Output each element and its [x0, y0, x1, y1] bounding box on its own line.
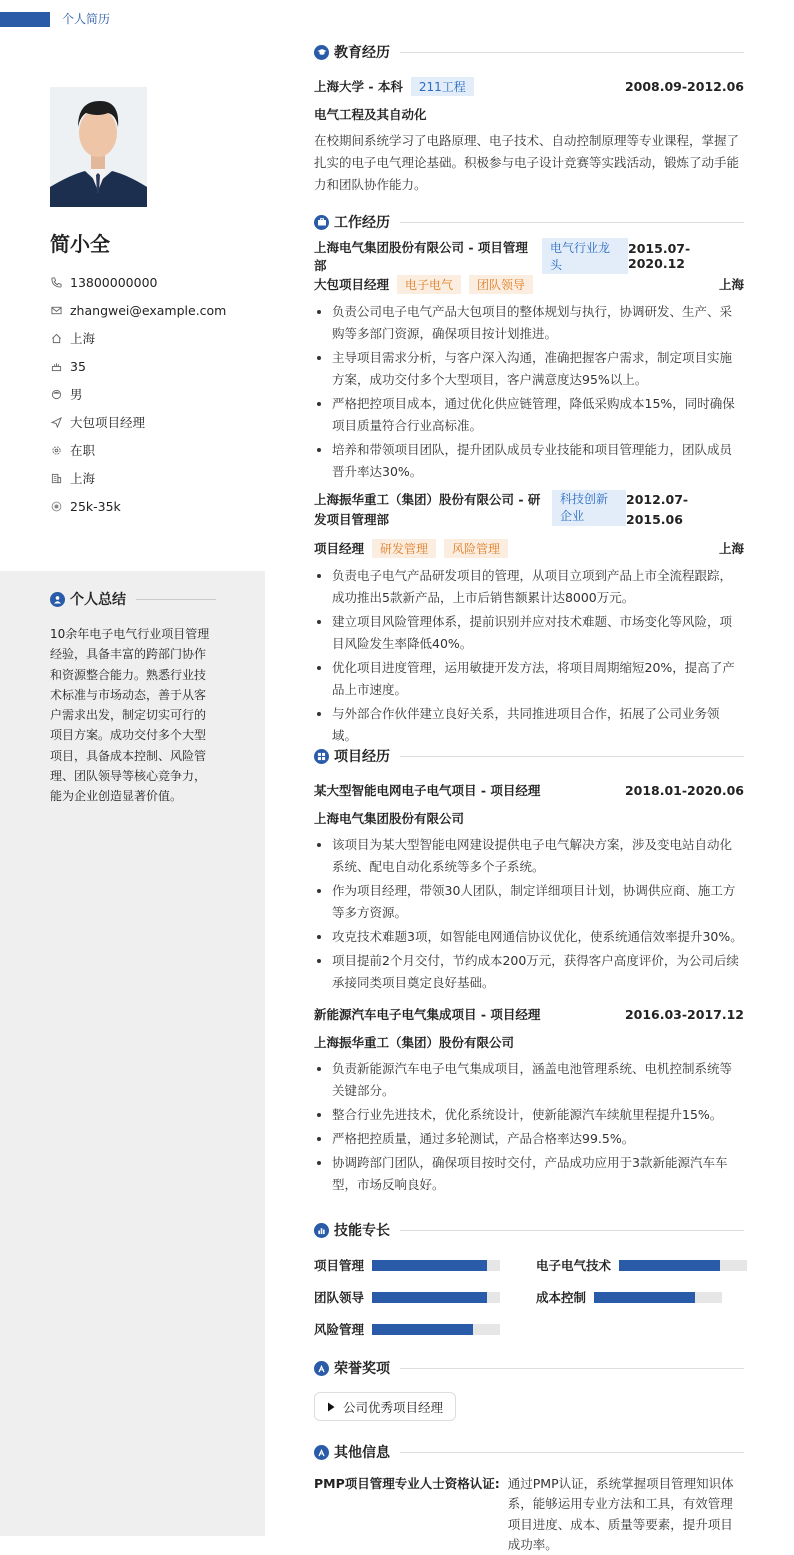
info-text: 上海: [70, 471, 96, 486]
avatar: [50, 87, 147, 207]
info-text: 25k-35k: [70, 498, 121, 514]
project-company: 上海振华重工（集团）股份有限公司: [314, 1035, 515, 1050]
project-header: [314, 780, 744, 800]
info-text: 35: [70, 358, 86, 374]
divider: [400, 52, 744, 53]
skill-item: [536, 1256, 747, 1274]
list-item: 培养和带领项目团队，提升团队成员专业技能和项目管理能力，团队成员晋升率达30%。: [314, 439, 744, 483]
info-age: [50, 352, 226, 380]
major-row: [314, 104, 744, 124]
list-item: 与外部合作伙伴建立良好关系，共同推进项目合作，拓展了公司业务领域。: [314, 703, 744, 747]
company-name: 上海电气集团股份有限公司 - 项目管理部: [314, 240, 528, 273]
skill-name: 成本控制: [536, 1290, 587, 1305]
skill-bar-fill: [594, 1292, 695, 1303]
job-header: [314, 490, 744, 530]
gender-icon: [50, 388, 62, 400]
project-date: 2018.01-2020.06: [624, 782, 744, 798]
skills-heading: [314, 1220, 744, 1240]
list-item: 建立项目风险管理体系，提前识别并应对技术难题、市场变化等风险，项目风险发生率降低40%。: [314, 611, 744, 655]
info-text: 上海: [70, 331, 96, 346]
home-icon: [50, 332, 62, 344]
skill-name: 团队领导: [314, 1290, 365, 1305]
section-title: 工作经历: [334, 215, 390, 231]
role-tag: 研发管理: [372, 539, 436, 558]
major: 电气工程及其自动化: [314, 107, 427, 122]
school-name: 上海大学 - 本科: [314, 79, 403, 94]
job-date: 2015.07-2020.12: [628, 241, 691, 271]
section-title: 荣誉奖项: [334, 1361, 390, 1377]
section-title: 教育经历: [334, 45, 390, 61]
job-city: 上海: [718, 541, 744, 556]
other-info-row: [314, 1474, 744, 1555]
info-icon: [314, 1445, 329, 1460]
list-item: 协调跨部门团队，确保项目按时交付，产品成功应用于3款新能源汽车车型，市场反响良好。: [314, 1152, 744, 1196]
info-text: 在职: [70, 443, 96, 458]
salary-icon: [50, 500, 62, 512]
project-company-row: [314, 808, 744, 828]
divider: [400, 222, 744, 223]
project-details: [314, 834, 744, 996]
school-tag: 211工程: [411, 77, 474, 96]
header-label: 个人简历: [62, 12, 111, 26]
job-role: 项目经理: [314, 541, 365, 556]
skill-bar-fill: [372, 1260, 487, 1271]
skill-bar: [372, 1292, 500, 1303]
info-home: [50, 324, 226, 352]
section-title: 个人总结: [70, 592, 126, 608]
header-accent-bar: [0, 12, 50, 27]
skill-item: [314, 1288, 500, 1306]
contact-info: [50, 268, 226, 520]
education-desc: 在校期间系统学习了电路原理、电子技术、自动控制原理等专业课程，掌握了扎实的电子电气理论基础。积极参与电子设计竞赛等实践活动，锻炼了动手能力和团队协作能力。: [314, 133, 740, 192]
section-title: 其他信息: [334, 1445, 390, 1461]
project-details: [314, 1058, 744, 1198]
projects-heading: [314, 746, 744, 766]
info-text: 大包项目经理: [70, 415, 146, 430]
skill-bar-fill: [372, 1292, 487, 1303]
project-company: 上海电气集团股份有限公司: [314, 811, 465, 826]
summary-heading: [50, 589, 216, 609]
divider: [400, 1452, 744, 1453]
info-text: 男: [70, 387, 83, 402]
job-role-row: [314, 274, 744, 294]
skill-bar: [619, 1260, 747, 1271]
company-tag: 电气行业龙头: [542, 238, 628, 274]
skill-bar: [594, 1292, 722, 1303]
project-name: 某大型智能电网电子电气项目 - 项目经理: [314, 783, 541, 798]
status-icon: [50, 444, 62, 456]
job-role: 大包项目经理: [314, 277, 390, 292]
list-item: 负责公司电子电气产品大包项目的整体规划与执行，协调研发、生产、采购等多部门资源，确保项目按计划推进。: [314, 301, 744, 345]
job-city: 上海: [718, 277, 744, 292]
divider: [136, 599, 216, 600]
list-item: 整合行业先进技术，优化系统设计，使新能源汽车续航里程提升15%。: [314, 1104, 744, 1126]
skill-name: 风险管理: [314, 1322, 365, 1337]
skill-bar-fill: [372, 1324, 473, 1335]
education-date: 2008.09-2012.06: [624, 78, 744, 94]
briefcase-icon: [314, 215, 329, 230]
skill-bar-fill: [619, 1260, 720, 1271]
skill-name: 项目管理: [314, 1258, 365, 1273]
send-icon: [50, 416, 62, 428]
skill-item: [314, 1256, 500, 1274]
award-item[interactable]: [314, 1392, 456, 1421]
award-icon: [314, 1361, 329, 1376]
list-item: 主导项目需求分析，与客户深入沟通，准确把握客户需求，制定项目实施方案，成功交付多个大型项目，客户满意度达95%以上。: [314, 347, 744, 391]
project-date: 2016.03-2017.12: [624, 1006, 744, 1022]
job-duties: [314, 301, 744, 485]
skill-item: [314, 1320, 500, 1338]
project-name: 新能源汽车电子电气集成项目 - 项目经理: [314, 1007, 541, 1022]
divider: [400, 1368, 744, 1369]
list-item: 严格把控质量，通过多轮测试，产品合格率达99.5%。: [314, 1128, 744, 1150]
user-icon: [50, 592, 65, 607]
education-heading: [314, 42, 744, 62]
list-item: 优化项目进度管理，运用敏捷开发方法，将项目周期缩短20%，提高了产品上市速度。: [314, 657, 744, 701]
company-name: 上海振华重工（集团）股份有限公司 - 研发项目管理部: [314, 492, 541, 527]
list-item: 作为项目经理，带领30人团队，制定详细项目计划，协调供应商、施工方等多方资源。: [314, 880, 744, 924]
skill-bar: [372, 1324, 500, 1335]
other-text: 通过PMP认证，系统掌握项目管理知识体系，能够运用专业方法和工具，有效管理项目进度、成本、质量等要素，提升项目成功率。: [507, 1476, 734, 1552]
job-duties: [314, 565, 744, 749]
candidate-name: 简小全: [50, 232, 110, 256]
section-title: 技能专长: [334, 1223, 390, 1239]
building-icon: [50, 472, 62, 484]
award-name: 公司优秀项目经理: [343, 1399, 444, 1415]
grid-icon: [314, 749, 329, 764]
info-salary: [50, 492, 226, 520]
project-header: [314, 1004, 744, 1024]
info-phone: [50, 268, 226, 296]
info-status: [50, 436, 226, 464]
bar-chart-icon: [314, 1223, 329, 1238]
phone-icon: [50, 276, 62, 288]
company-tag: 科技创新企业: [552, 490, 626, 526]
skill-name: 电子电气技术: [536, 1258, 612, 1273]
info-text: 13800000000: [70, 274, 158, 290]
work-heading: [314, 212, 744, 232]
role-tag: 风险管理: [444, 539, 508, 558]
caret-right-icon: [327, 1402, 335, 1412]
mail-icon: [50, 304, 62, 316]
list-item: 负责新能源汽车电子电气集成项目，涵盖电池管理系统、电机控制系统等关键部分。: [314, 1058, 744, 1102]
awards-heading: [314, 1358, 744, 1378]
section-title: 项目经历: [334, 749, 390, 765]
info-gender: [50, 380, 226, 408]
age-icon: [50, 360, 62, 372]
list-item: 项目提前2个月交付，节约成本200万元，获得客户高度评价，为公司后续承接同类项目奠定良好基础。: [314, 950, 744, 994]
list-item: 严格把控项目成本，通过优化供应链管理，降低采购成本15%，同时确保项目质量符合行业高标准。: [314, 393, 744, 437]
list-item: 该项目为某大型智能电网建设提供电子电气解决方案，涉及变电站自动化系统、配电自动化系统等多个子系统。: [314, 834, 744, 878]
job-role-row: [314, 538, 744, 558]
role-tag: 团队领导: [469, 275, 533, 294]
info-text: zhangwei@example.com: [70, 302, 227, 318]
job-date: 2012.07-2015.06: [626, 492, 689, 527]
job-header: [314, 240, 744, 273]
info-email: [50, 296, 226, 324]
divider: [400, 756, 744, 757]
other-label: PMP项目管理专业人士资格认证:: [314, 1476, 500, 1491]
other-heading: [314, 1442, 744, 1462]
divider: [400, 1230, 744, 1231]
info-target-role: [50, 408, 226, 436]
education-header: [314, 76, 744, 96]
info-city: [50, 464, 226, 492]
skill-bar: [372, 1260, 500, 1271]
summary-text: 10余年电子电气行业项目管理经验，具备丰富的跨部门协作和资源整合能力。熟悉行业技术标准与市场动态，善于从客户需求出发，制定切实可行的项目方案。成功交付多个大型项目，具备成本控制、风险管理、团队领导等核心竞争力，能为企业创造显著价值。: [50, 627, 210, 804]
skill-item: [536, 1288, 722, 1306]
role-tag: 电子电气: [397, 275, 461, 294]
project-company-row: [314, 1032, 744, 1052]
graduation-cap-icon: [314, 45, 329, 60]
list-item: 攻克技术难题3项，如智能电网通信协议优化，使系统通信效率提升30%。: [314, 926, 744, 948]
list-item: 负责电子电气产品研发项目的管理，从项目立项到产品上市全流程跟踪，成功推出5款新产品，上市后销售额累计达8000万元。: [314, 565, 744, 609]
